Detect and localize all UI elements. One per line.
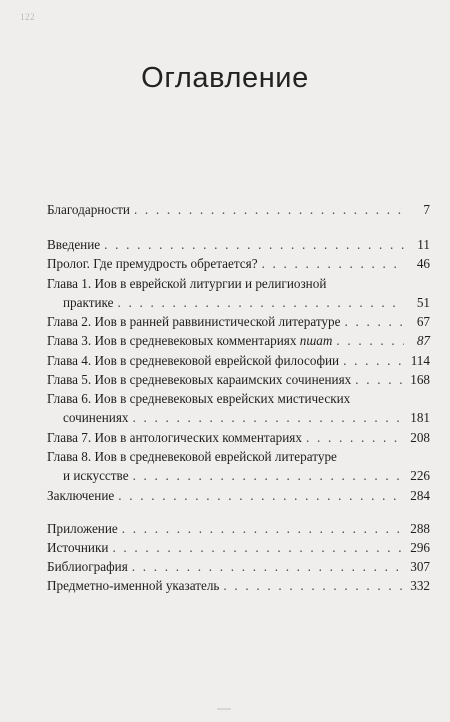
leader-dots xyxy=(343,351,404,370)
toc-entry-chapter-2 xyxy=(47,312,430,331)
toc-entry-title: Глава 5. Иов в средневековых караимских сочинениях xyxy=(47,372,352,387)
toc-entry-appendix xyxy=(47,519,430,538)
leader-dots xyxy=(118,486,404,505)
leader-dots xyxy=(122,519,404,538)
toc-entry-page: 114 xyxy=(410,353,430,368)
toc-entry-page: 208 xyxy=(410,430,430,445)
leader-dots xyxy=(118,293,405,312)
toc-entry-acknowledgements xyxy=(47,200,430,219)
toc-entry-page: 7 xyxy=(423,202,430,217)
leader-dots xyxy=(336,331,404,350)
toc-entry-chapter-6 xyxy=(47,389,430,427)
toc-entry-title: Библиография xyxy=(47,559,128,574)
toc-entry-conclusion xyxy=(47,486,430,505)
toc-entry-prologue xyxy=(47,254,430,273)
toc-entry-page: 46 xyxy=(416,256,430,271)
toc-entry-page: 307 xyxy=(410,559,430,574)
toc-entry-title: Глава 6. Иов в средневековых еврейских мистических xyxy=(47,391,351,406)
toc-entry-bibliography xyxy=(47,557,430,576)
toc-entry-page: 11 xyxy=(417,237,430,252)
leader-dots xyxy=(223,576,404,595)
leader-dots xyxy=(262,254,404,273)
leader-dots xyxy=(132,557,404,576)
toc-entry-chapter-7 xyxy=(47,428,430,447)
leader-dots xyxy=(306,428,404,447)
toc-entry-introduction xyxy=(47,235,430,254)
toc-entry-page: 226 xyxy=(410,468,430,483)
toc-entry-page: 67 xyxy=(416,314,430,329)
toc-entry-title: Предметно-именной указатель xyxy=(47,578,220,593)
toc-entry-chapter-1 xyxy=(47,274,430,312)
toc-entry-page: 181 xyxy=(410,410,430,425)
toc-entry-page: 296 xyxy=(410,540,430,555)
toc-entry-title: Глава 4. Иов в средневековой еврейской философии xyxy=(47,353,340,368)
toc-entry-chapter-5 xyxy=(47,370,430,389)
toc-entry-title: Заключение xyxy=(47,488,115,503)
toc-entry-page: 87 xyxy=(416,333,430,348)
toc-entry-page: 288 xyxy=(410,521,430,536)
toc-entry-page: 332 xyxy=(410,578,430,593)
toc-entry-title-cont: практике xyxy=(63,295,114,310)
toc-entry-page: 51 xyxy=(416,295,430,310)
leader-dots xyxy=(104,235,404,254)
toc-entry-page: 168 xyxy=(410,372,430,387)
toc-entry-title: Пролог. Где премудрость обретается? xyxy=(47,256,258,271)
toc-entry-title-cont: сочинениях xyxy=(63,410,129,425)
toc-entry-chapter-8 xyxy=(47,447,430,485)
toc-entry-title-cont: и искусстве xyxy=(63,468,129,483)
toc-entry-title-italic: пшат xyxy=(299,333,333,348)
toc-entry-sources xyxy=(47,538,430,557)
toc-entry-title: Глава 2. Иов в ранней раввинистической литературе xyxy=(47,314,341,329)
leader-dots xyxy=(344,312,404,331)
toc-entry-title: Глава 8. Иов в средневековой еврейской литературе xyxy=(47,449,337,464)
toc-entry-chapter-4 xyxy=(47,351,430,370)
toc-entry-title: Благодарности xyxy=(47,202,130,217)
leader-dots xyxy=(112,538,404,557)
leader-dots xyxy=(133,466,404,485)
toc-entry-title: Глава 3. Иов в средневековых комментариях xyxy=(47,333,297,348)
toc-entry-title: Глава 7. Иов в антологических комментариях xyxy=(47,430,302,445)
leader-dots xyxy=(132,408,404,427)
toc-entry-page: 284 xyxy=(410,488,430,503)
toc-entry-title: Введение xyxy=(47,237,101,252)
page-edge-mark xyxy=(217,708,231,720)
toc-entry-index xyxy=(47,576,430,595)
toc-entry-title: Источники xyxy=(47,540,109,555)
page-title: Оглавление xyxy=(141,62,309,94)
running-head: 122 xyxy=(20,12,35,22)
leader-dots xyxy=(355,370,404,389)
leader-dots xyxy=(134,200,404,219)
toc-entry-title: Приложение xyxy=(47,521,118,536)
toc-entry-title: Глава 1. Иов в еврейской литургии и религиозной xyxy=(47,276,327,291)
toc-entry-chapter-3 xyxy=(47,331,430,350)
